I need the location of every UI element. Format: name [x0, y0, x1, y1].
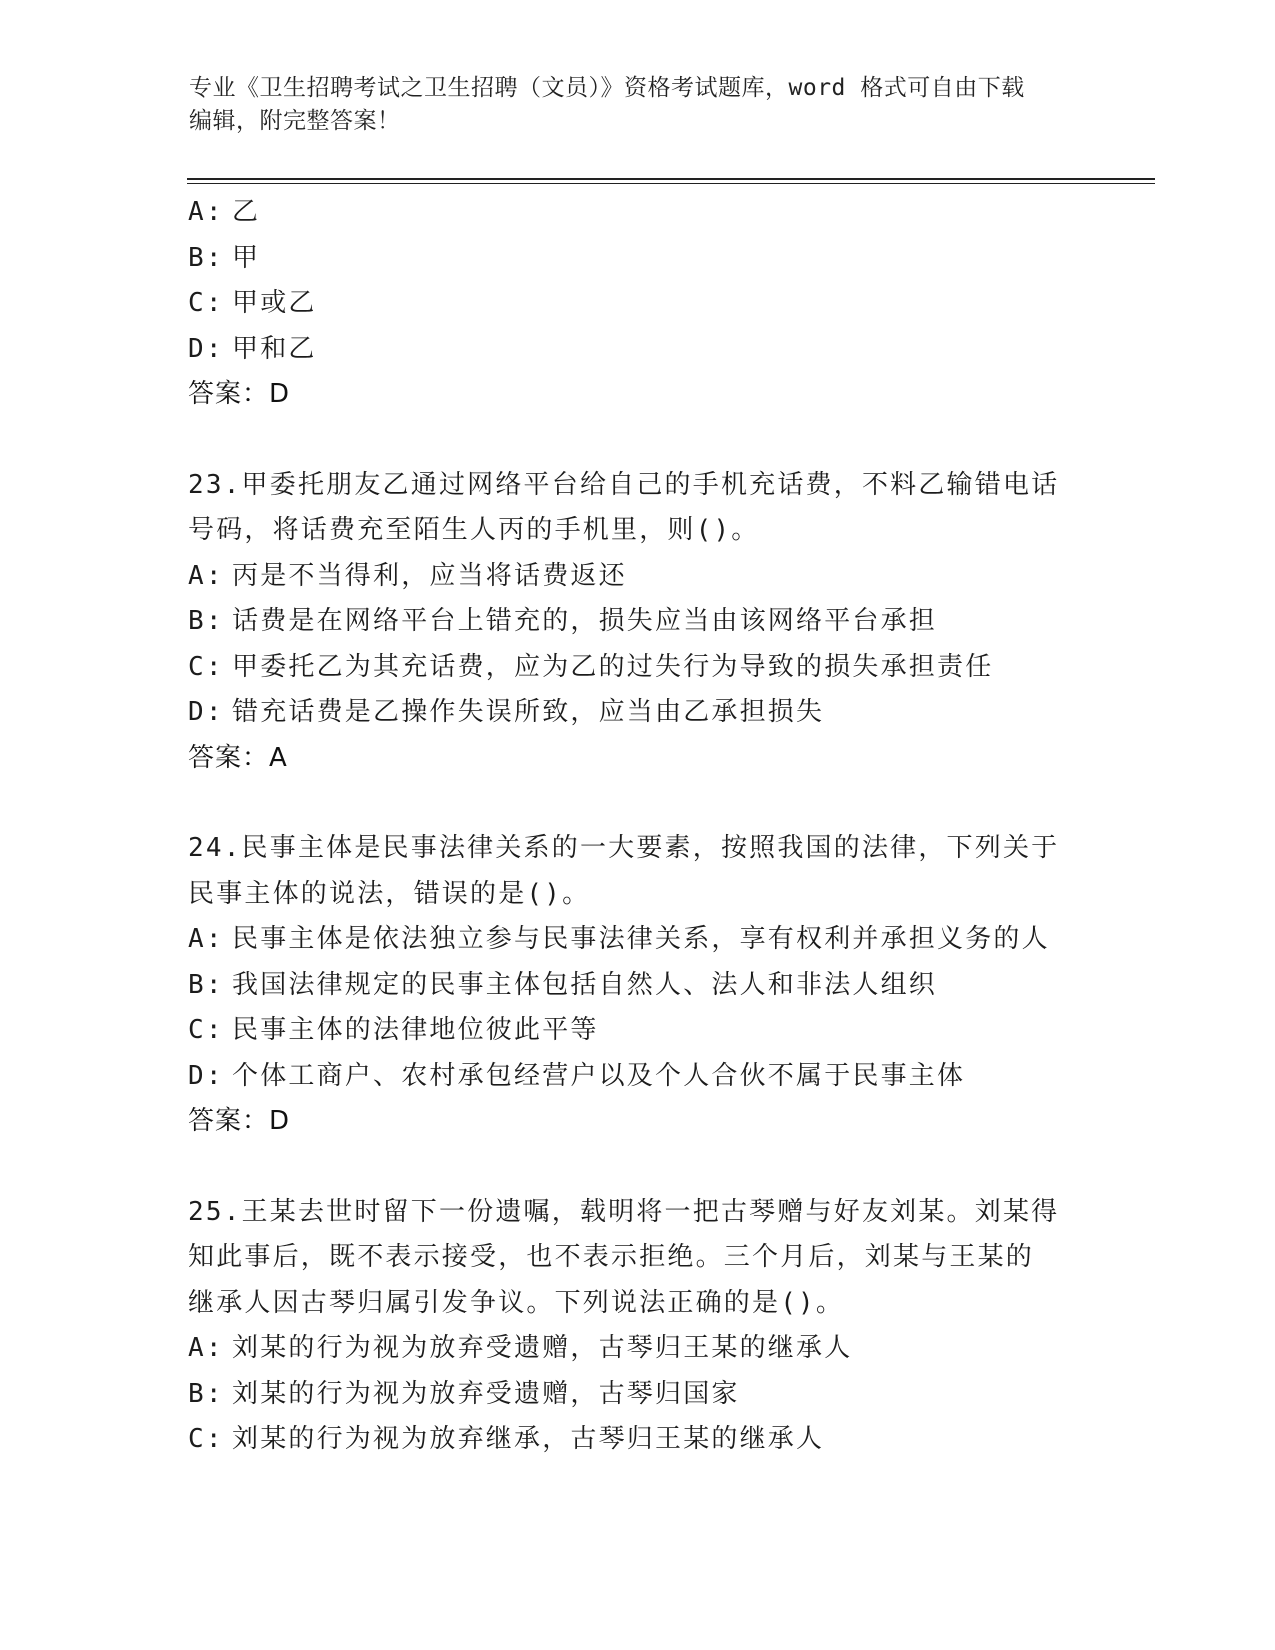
question-stem-line: 继承人因古琴归属引发争议。下列说法正确的是()。 — [188, 1287, 845, 1318]
question-25 — [188, 1190, 1108, 1463]
option-label: C: — [188, 1015, 224, 1045]
question-stem-line: 23.甲委托朋友乙通过网络平台给自己的手机充话费，不料乙输错电话 — [188, 469, 1060, 500]
spacer — [188, 418, 1108, 463]
question-stem-line: 民事主体的说法，错误的是()。 — [188, 878, 591, 909]
option-c — [188, 1417, 1108, 1463]
option-b — [188, 236, 1108, 282]
option-text: 甲委托乙为其充话费，应为乙的过失行为导致的损失承担责任 — [232, 651, 994, 682]
answer-line: 答案：D — [188, 1106, 291, 1136]
question-stem-line: 号码，将话费充至陌生人丙的手机里，则()。 — [188, 515, 760, 545]
option-label: A: — [188, 197, 224, 227]
option-text: 甲或乙 — [232, 288, 317, 318]
option-c — [188, 645, 1108, 691]
spacer — [188, 781, 1108, 826]
option-a — [188, 1326, 1108, 1372]
option-text: 刘某的行为视为放弃受遗赠，古琴归王某的继承人 — [232, 1333, 853, 1363]
answer-line: 答案：A — [188, 742, 288, 773]
header-rule-thin — [187, 183, 1155, 184]
option-label: B: — [188, 242, 224, 273]
question-24 — [188, 826, 1108, 1145]
question-content — [188, 190, 1108, 1463]
option-c — [188, 1008, 1108, 1054]
option-text: 话费是在网络平台上错充的，损失应当由该网络平台承担 — [232, 606, 938, 636]
option-text: 乙 — [232, 197, 261, 227]
header-line-2: 编辑，附完整答案！ — [189, 108, 401, 134]
option-text: 民事主体的法律地位彼此平等 — [232, 1015, 599, 1045]
question-23 — [188, 463, 1108, 782]
option-text: 民事主体是依法独立参与民事法律关系，享有权利并承担义务的人 — [232, 924, 1050, 954]
option-a — [188, 917, 1108, 963]
option-text: 甲和乙 — [232, 333, 317, 364]
option-label: A: — [188, 924, 224, 954]
question-stem-line: 知此事后，既不表示接受，也不表示拒绝。三个月后，刘某与王某的 — [188, 1242, 1035, 1272]
option-label: C: — [188, 1424, 224, 1454]
option-text: 刘某的行为视为放弃继承，古琴归王某的继承人 — [232, 1424, 825, 1454]
option-text: 错充话费是乙操作失误所致，应当由乙承担损失 — [232, 697, 825, 727]
option-label: B: — [188, 1378, 224, 1409]
option-b — [188, 599, 1108, 645]
option-label: A: — [188, 1333, 224, 1363]
spacer — [188, 1145, 1108, 1190]
option-text: 个体工商户、农村承包经营户以及个人合伙不属于民事主体 — [232, 1060, 966, 1091]
header-rule-thick — [187, 178, 1155, 180]
option-b — [188, 963, 1108, 1009]
option-label: B: — [188, 969, 224, 1000]
option-text: 丙是不当得利，应当将话费返还 — [232, 560, 627, 591]
option-label: C: — [188, 288, 224, 318]
option-d — [188, 327, 1108, 373]
question-stem-line: 24.民事主体是民事法律关系的一大要素，按照我国的法律，下列关于 — [188, 833, 1060, 863]
option-d — [188, 1054, 1108, 1100]
option-label: D: — [188, 697, 224, 727]
option-text: 甲 — [232, 242, 261, 273]
option-label: A: — [188, 560, 224, 591]
answer-line: 答案：D — [188, 379, 291, 409]
question-stem-line: 25.王某去世时留下一份遗嘱，载明将一把古琴赠与好友刘某。刘某得 — [188, 1196, 1060, 1227]
option-d — [188, 690, 1108, 736]
option-label: D: — [188, 333, 224, 364]
option-a — [188, 190, 1108, 236]
question-22 — [188, 190, 1108, 418]
option-label: C: — [188, 651, 224, 682]
option-c — [188, 281, 1108, 327]
option-a — [188, 554, 1108, 600]
option-b — [188, 1372, 1108, 1418]
option-label: D: — [188, 1060, 224, 1091]
document-header — [189, 72, 1089, 138]
option-text: 刘某的行为视为放弃受遗赠，古琴归国家 — [232, 1378, 740, 1409]
option-label: B: — [188, 606, 224, 636]
header-line-1: 专业《卫生招聘考试之卫生招聘（文员）》资格考试题库，word 格式可自由下载 — [189, 75, 1025, 101]
option-text: 我国法律规定的民事主体包括自然人、法人和非法人组织 — [232, 969, 938, 1000]
